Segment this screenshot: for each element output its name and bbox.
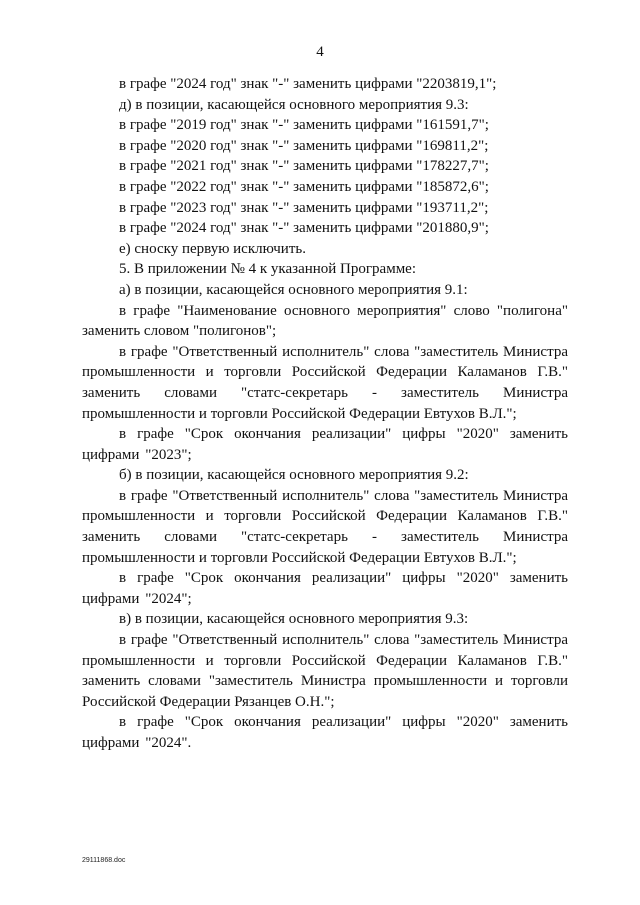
paragraph: в) в позиции, касающейся основного мероприятия 9.3:	[119, 611, 469, 628]
paragraph: в графе "Ответственный исполнитель" слова "заместитель Министра промышленности и торговли Российской Федерации Каламанов Г.В." заменить словами "заместитель Министра промышленности и торговли Российской Федерации Рязанцев О.Н.";	[82, 632, 568, 710]
paragraph: в графе "2021 год" знак "-" заменить цифрами "178227,7";	[119, 158, 489, 175]
paragraph: в графе "2024 год" знак "-" заменить цифрами "201880,9";	[119, 220, 489, 237]
paragraph: б) в позиции, касающейся основного мероприятия 9.2:	[119, 467, 469, 484]
paragraph: в графе "Срок окончания реализации" цифры "2020" заменить цифрами "2024".	[82, 714, 568, 751]
footer-file-code: 29111868.doc	[82, 857, 126, 864]
paragraph: в графе "Срок окончания реализации" цифры "2020" заменить цифрами "2023";	[82, 426, 568, 463]
paragraph: в графе "2023 год" знак "-" заменить цифрами "193711,2";	[119, 199, 489, 216]
paragraph: в графе "Ответственный исполнитель" слова "заместитель Министра промышленности и торговли Российской Федерации Каламанов Г.В." заменить словами "статс-секретарь - заместитель Министра промышленности и торговли Российской Федерации Евтухов В.Л.";	[82, 343, 568, 422]
paragraph: д) в позиции, касающейся основного мероприятия 9.3:	[119, 96, 469, 113]
paragraph: а) в позиции, касающейся основного мероприятия 9.1:	[119, 281, 468, 298]
paragraph: в графе "2019 год" знак "-" заменить цифрами "161591,7";	[119, 117, 489, 134]
paragraph: в графе "2020 год" знак "-" заменить цифрами "169811,2";	[119, 137, 489, 154]
paragraph: в графе "Ответственный исполнитель" слова "заместитель Министра промышленности и торговли Российской Федерации Каламанов Г.В." заменить словами "статс-секретарь - заместитель Министра промышленности и торговли Российской Федерации Евтухов В.Л.";	[82, 487, 568, 566]
paragraph: в графе "2024 год" знак "-" заменить цифрами "2203819,1";	[119, 76, 497, 92]
paragraph: 5. В приложении № 4 к указанной Программе:	[119, 261, 417, 278]
paragraph: е) сноску первую исключить.	[119, 240, 306, 257]
page-number: 4	[316, 44, 324, 60]
document-body	[82, 74, 568, 754]
paragraph: в графе "Срок окончания реализации" цифры "2020" заменить цифрами "2024";	[82, 570, 568, 607]
paragraph: в графе "2022 год" знак "-" заменить цифрами "185872,6";	[119, 178, 489, 195]
paragraph: в графе "Наименование основного мероприятия" слово "полигона" заменить словом "полигонов";	[82, 302, 568, 340]
